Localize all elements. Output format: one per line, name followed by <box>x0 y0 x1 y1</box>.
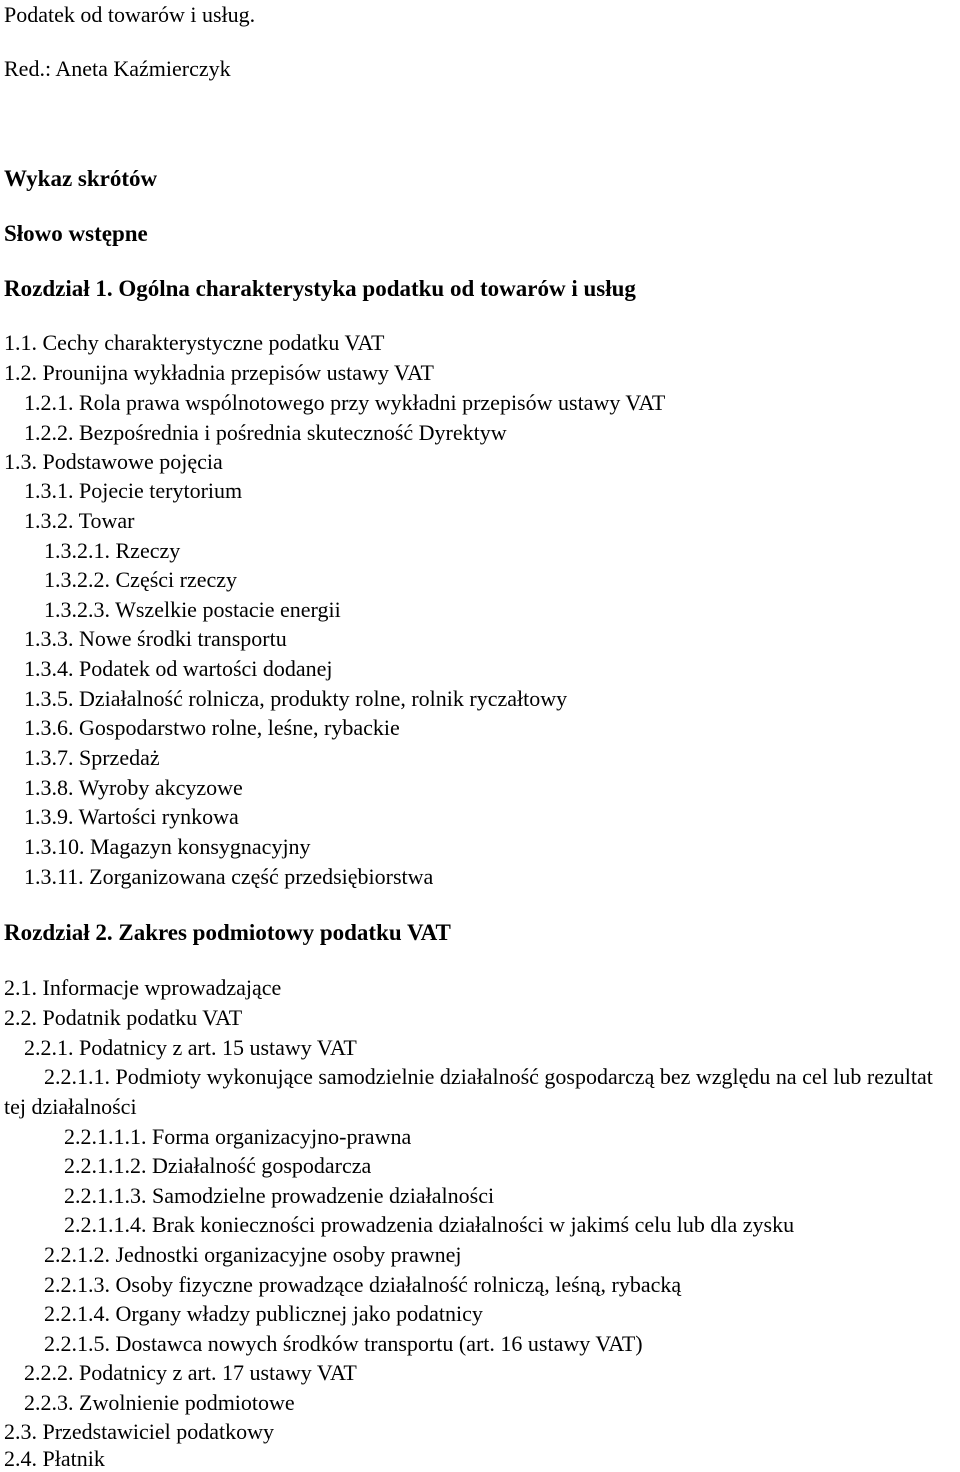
toc-item-1-3-4[interactable]: 1.3.4. Podatek od wartości dodanej <box>24 656 333 681</box>
toc-item-1-3-6[interactable]: 1.3.6. Gospodarstwo rolne, leśne, rybackie <box>24 715 400 740</box>
toc-item-1-1[interactable]: 1.1. Cechy charakterystyczne podatku VAT <box>4 330 385 355</box>
toc-item-2-3[interactable]: 2.3. Przedstawiciel podatkowy <box>4 1419 275 1444</box>
document-title: Podatek od towarów i usług. <box>4 2 256 27</box>
toc-item-1-3-11[interactable]: 1.3.11. Zorganizowana część przedsiębiorstwa <box>24 864 434 889</box>
toc-item-1-3-5[interactable]: 1.3.5. Działalność rolnicza, produkty rolne, rolnik ryczałtowy <box>24 686 568 711</box>
toc-item-1-3-2-1[interactable]: 1.3.2.1. Rzeczy <box>44 538 181 563</box>
toc-item-2-2-1-1-1[interactable]: 2.2.1.1.1. Forma organizacyjno-prawna <box>64 1124 412 1149</box>
toc-heading-abbrev[interactable]: Wykaz skrótów <box>4 166 158 191</box>
toc-item-1-3-9[interactable]: 1.3.9. Wartości rynkowa <box>24 804 239 829</box>
toc-item-2-2-1-5[interactable]: 2.2.1.5. Dostawca nowych środków transportu (art. 16 ustawy VAT) <box>44 1331 643 1356</box>
toc-item-2-2-2[interactable]: 2.2.2. Podatnicy z art. 17 ustawy VAT <box>24 1360 357 1385</box>
toc-item-2-2-1-4[interactable]: 2.2.1.4. Organy władzy publicznej jako podatnicy <box>44 1301 483 1326</box>
toc-item-1-2-1[interactable]: 1.2.1. Rola prawa wspólnotowego przy wykładni przepisów ustawy VAT <box>24 390 666 415</box>
toc-item-2-2-3[interactable]: 2.2.3. Zwolnienie podmiotowe <box>24 1390 295 1415</box>
toc-item-1-3-10[interactable]: 1.3.10. Magazyn konsygnacyjny <box>24 834 311 859</box>
toc-item-1-3-8[interactable]: 1.3.8. Wyroby akcyzowe <box>24 775 243 800</box>
toc-item-2-2-1-1-3[interactable]: 2.2.1.1.3. Samodzielne prowadzenie działalności <box>64 1183 495 1208</box>
toc-item-2-4[interactable]: 2.4. Płatnik <box>4 1446 105 1471</box>
toc-item-2-2[interactable]: 2.2. Podatnik podatku VAT <box>4 1005 243 1030</box>
toc-item-2-2-1-3[interactable]: 2.2.1.3. Osoby fizyczne prowadzące działalność rolniczą, leśną, rybacką <box>44 1272 682 1297</box>
toc-heading-preface[interactable]: Słowo wstępne <box>4 221 148 246</box>
toc-item-2-2-1-1-2[interactable]: 2.2.1.1.2. Działalność gospodarcza <box>64 1153 372 1178</box>
editor-line: Red.: Aneta Kaźmierczyk <box>4 56 231 81</box>
toc-item-1-3-2[interactable]: 1.3.2. Towar <box>24 508 135 533</box>
toc-item-1-3-1[interactable]: 1.3.1. Pojecie terytorium <box>24 478 243 503</box>
toc-item-2-2-1-2[interactable]: 2.2.1.2. Jednostki organizacyjne osoby prawnej <box>44 1242 462 1267</box>
toc-item-1-3-2-2[interactable]: 1.3.2.2. Części rzeczy <box>44 567 238 592</box>
toc-item-1-2[interactable]: 1.2. Prounijna wykładnia przepisów ustawy VAT <box>4 360 434 385</box>
toc-heading-chapter-1[interactable]: Rozdział 1. Ogólna charakterystyka podatku od towarów i usług <box>4 276 636 301</box>
toc-item-2-2-1-1-4[interactable]: 2.2.1.1.4. Brak konieczności prowadzenia działalności w jakimś celu lub dla zysku <box>64 1212 795 1237</box>
toc-item-1-3[interactable]: 1.3. Podstawowe pojęcia <box>4 449 223 474</box>
toc-item-1-3-3[interactable]: 1.3.3. Nowe środki transportu <box>24 626 287 651</box>
toc-item-1-2-2[interactable]: 1.2.2. Bezpośrednia i pośrednia skuteczność Dyrektyw <box>24 420 507 445</box>
toc-item-1-3-2-3[interactable]: 1.3.2.3. Wszelkie postacie energii <box>44 597 341 622</box>
toc-item-2-2-1[interactable]: 2.2.1. Podatnicy z art. 15 ustawy VAT <box>24 1035 357 1060</box>
toc-item-2-2-1-1[interactable]: 2.2.1.1. Podmioty wykonujące samodzielnie działalność gospodarczą bez względu na cel lub rezultat tej działalności <box>4 1064 933 1119</box>
toc-item-2-1[interactable]: 2.1. Informacje wprowadzające <box>4 975 282 1000</box>
toc-item-1-3-7[interactable]: 1.3.7. Sprzedaż <box>24 745 160 770</box>
toc-heading-chapter-2[interactable]: Rozdział 2. Zakres podmiotowy podatku VAT <box>4 920 451 945</box>
